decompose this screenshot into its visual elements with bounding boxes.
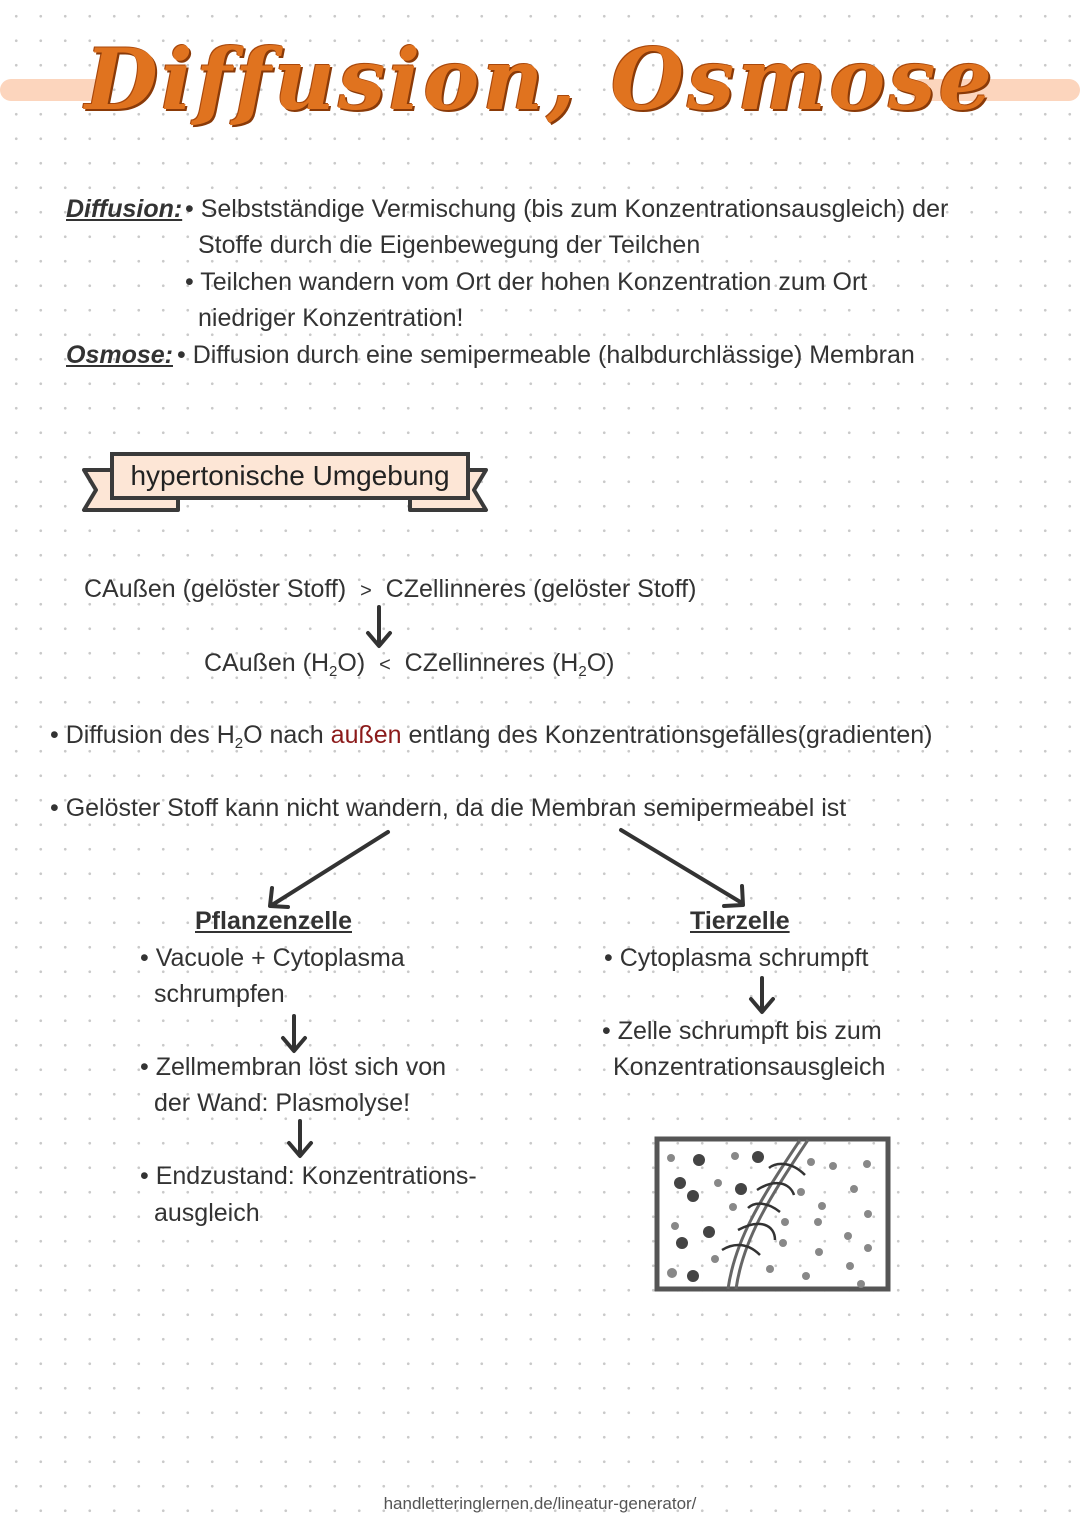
formula-left-end: O) — [337, 649, 366, 677]
formula-right-end: O) — [586, 649, 615, 677]
animal-line: Konzentrationsausgleich — [613, 1053, 886, 1081]
diffusion-line: • Selbstständige Vermischung (bis zum Konzentrationsausgleich) der — [185, 195, 949, 223]
plant-line: • Endzustand: Konzentrations- — [140, 1162, 477, 1190]
diffusion-line: • Teilchen wandern vom Ort der hohen Konzentration zum Ort — [185, 268, 868, 296]
highlighted-word: außen — [330, 721, 402, 749]
subscript: 2 — [578, 663, 587, 680]
arrow-right-down-icon — [621, 830, 743, 906]
plant-line: der Wand: Plasmolyse! — [154, 1089, 411, 1117]
plant-line: • Vacuole + Cytoplasma — [140, 944, 405, 972]
subscript: 2 — [234, 735, 244, 752]
osmosis-diagram — [657, 1139, 888, 1289]
text: O nach — [243, 721, 331, 749]
diffusion-label: Diffusion: — [66, 195, 183, 223]
animal-cell-heading: Tierzelle — [690, 907, 790, 935]
diffusion-line: Stoffe durch die Eigenbewegung der Teilchen — [198, 231, 701, 259]
page-title: Diffusion, Osmose — [85, 30, 995, 129]
osmose-line: • Diffusion durch eine semipermeable (halbdurchlässige) Membran — [177, 341, 915, 369]
formula-line-1 — [84, 573, 696, 607]
operator-less: < — [379, 654, 391, 676]
plant-line: • Zellmembran löst sich von — [140, 1053, 447, 1081]
operator-greater: > — [360, 580, 372, 602]
footer-credit: handletteringlernen.de/lineatur-generator/ — [383, 1494, 697, 1513]
diffusion-line: niedriger Konzentration! — [198, 304, 464, 332]
animal-line: • Cytoplasma schrumpft — [604, 944, 869, 972]
arrow-down-icon — [289, 1121, 311, 1156]
formula-left: CAußen (gelöster Stoff) — [84, 575, 347, 603]
section-banner: hypertonische Umgebung — [110, 452, 470, 500]
bullet-diffusion-water — [50, 719, 932, 751]
text: entlang des Konzentrationsgefälles(gradienten) — [401, 721, 933, 749]
formula-right: CZellinneres (gelöster Stoff) — [385, 575, 697, 603]
animal-line: • Zelle schrumpft bis zum — [602, 1017, 882, 1045]
formula-left: CAußen (H — [204, 649, 330, 677]
arrow-left-down-icon — [270, 832, 388, 907]
arrow-down-icon — [751, 978, 773, 1012]
plant-cell-heading: Pflanzenzelle — [195, 907, 352, 935]
formula-right: CZellinneres (H — [404, 649, 579, 677]
plant-line: ausgleich — [154, 1199, 260, 1227]
formula-line-2 — [204, 647, 614, 681]
osmose-label: Osmose: — [66, 341, 173, 369]
text: • Diffusion des H — [50, 721, 235, 749]
arrow-down-icon — [283, 1016, 305, 1051]
bullet-solute: • Gelöster Stoff kann nicht wandern, da die Membran semipermeabel ist — [50, 794, 847, 822]
plant-line: schrumpfen — [154, 980, 285, 1008]
arrow-down-icon — [368, 607, 390, 646]
subscript: 2 — [329, 663, 338, 680]
